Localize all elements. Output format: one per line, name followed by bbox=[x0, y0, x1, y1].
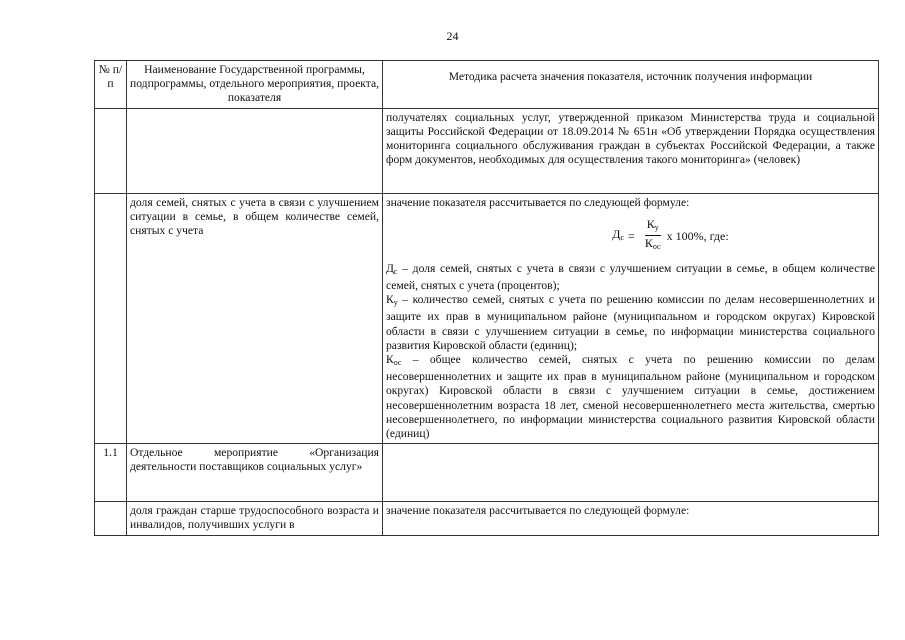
formula-lhs: $Д_с$ bbox=[612, 226, 625, 242]
table-row bbox=[95, 502, 879, 535]
table-header-row bbox=[95, 61, 879, 109]
row-name: доля граждан старше трудоспособного возраста и инвалидов, получивших услуги в bbox=[127, 502, 383, 535]
definition-ky: $К_у$ – количество семей, снятых с учета по решению комиссии по делам несовершеннолетних и защите их прав в муниципальном районе (муниципальном и городском округах) Кировской области в связи с улучшением ситуации в семье, по информации министерства социального развития Кировской области (единиц); bbox=[386, 293, 875, 352]
row-number bbox=[95, 502, 127, 535]
formula-equals: = bbox=[628, 228, 635, 243]
formula-fraction: $\frac{К_у}{К_{ос}}$ bbox=[644, 217, 661, 252]
page-number: 24 bbox=[446, 29, 459, 43]
header-method: Методика расчета значения показателя, источник получения информации bbox=[383, 61, 879, 109]
table-row bbox=[95, 193, 879, 444]
row-method: значение показателя рассчитывается по следующей формуле: bbox=[383, 502, 879, 535]
header-number: № п/п bbox=[95, 61, 127, 109]
row-name bbox=[127, 108, 383, 193]
table-row bbox=[95, 444, 879, 502]
row-method bbox=[383, 444, 879, 502]
row-number: 1.1 bbox=[95, 444, 127, 502]
row-name: Отдельное мероприятие «Организация деятельности поставщиков социальных услуг» bbox=[127, 444, 383, 502]
row-name: доля семей, снятых с учета в связи с улучшением ситуации в семье, в общем количестве семей, снятых с учета bbox=[127, 193, 383, 444]
formula-intro: значение показателя рассчитывается по следующей формуле: bbox=[386, 195, 690, 209]
header-name: Наименование Государственной программы, подпрограммы, отдельного мероприятия, проекта, показателя bbox=[127, 61, 383, 109]
indicator-table bbox=[94, 60, 879, 536]
row-number bbox=[95, 193, 127, 444]
definition-dc: $Д_с$ – доля семей, снятых с учета в связи с улучшением ситуации в семье, в общем количестве семей, снятых с учета (процентов); bbox=[386, 261, 876, 293]
formula bbox=[466, 210, 875, 262]
formula-tail: x 100%, где: bbox=[666, 228, 729, 243]
table-row bbox=[95, 108, 879, 193]
row-method: получателях социальных услуг, утвержденной приказом Министерства труда и социальной защиты Российской Федерации от 18.09.2014 № 651н «Об утверждении Порядка осуществления мониторинга социального обслуживания граждан в субъектах Российской Федерации, а также форм документов, необходимых для осуществления такого мониторинга» (человек) bbox=[383, 108, 879, 193]
row-number bbox=[95, 108, 127, 193]
definition-kos: $К_{ос}$ – общее количество семей, снятых с учета по решению комиссии по делам несовершеннолетних и защите их прав в муниципальном районе (муниципальном и городском округах) Кировской области в связи с улучшением ситуации в семье, достижением несовершеннолетним возраста 18 лет, сменой несовершеннолетнего места жительства, смертью несовершеннолетнего, по информации министерства социального развития Кировской области (единиц) bbox=[386, 353, 875, 441]
row-method bbox=[383, 193, 879, 444]
